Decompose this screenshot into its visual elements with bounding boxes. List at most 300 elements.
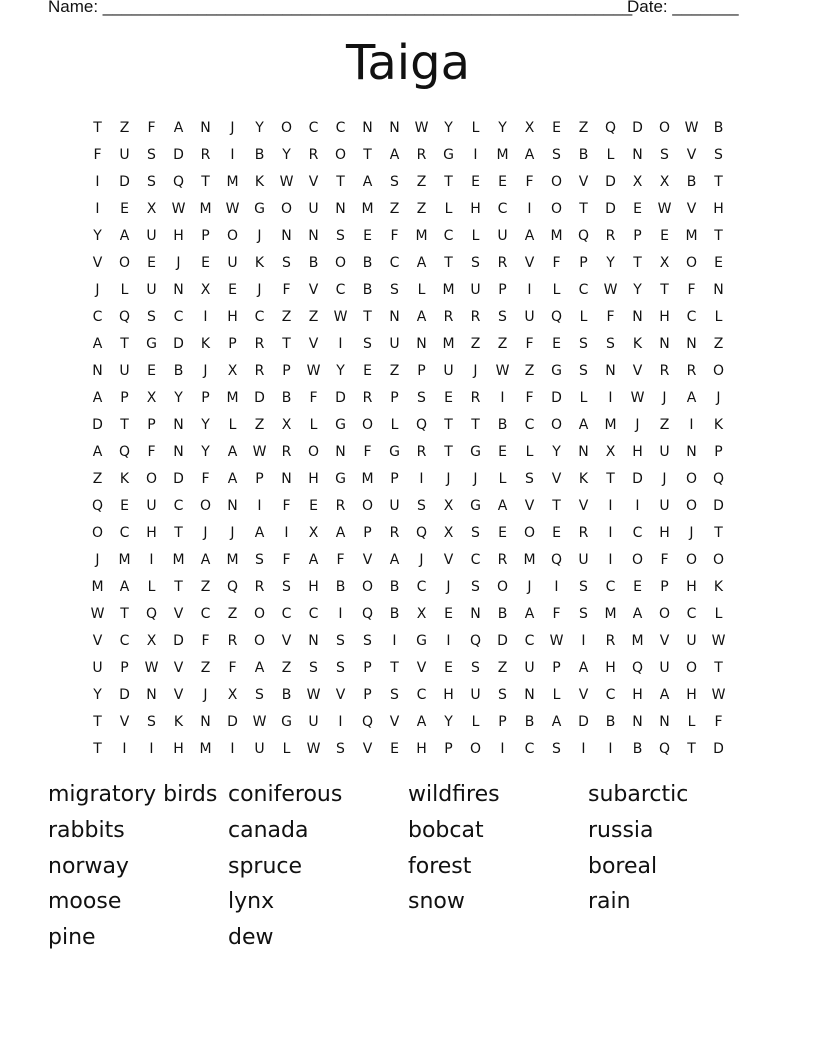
grid-letter: Q: [469, 633, 482, 650]
grid-letter: T: [363, 146, 372, 163]
grid-letter: I: [203, 308, 208, 325]
grid-letter: M: [442, 335, 455, 352]
grid-letter: S: [147, 714, 156, 731]
grid-letter: Y: [201, 416, 210, 433]
grid-letter: H: [173, 227, 184, 244]
grid-letter: A: [92, 335, 103, 352]
grid-letter: I: [608, 741, 613, 758]
grid-letter: G: [416, 633, 427, 650]
grid-letter: R: [281, 443, 292, 460]
grid-letter: E: [552, 119, 561, 136]
grid-letter: I: [446, 633, 451, 650]
grid-letter: J: [527, 579, 532, 596]
grid-letter: X: [443, 497, 454, 514]
name-field-label: Name: ________________________________________________________: [48, 0, 633, 16]
grid-letter: N: [713, 281, 724, 298]
grid-letter: K: [200, 335, 211, 352]
grid-letter: P: [444, 741, 453, 758]
grid-letter: O: [280, 119, 293, 136]
grid-letter: O: [685, 660, 698, 677]
grid-letter: M: [604, 606, 617, 623]
grid-letter: W: [90, 606, 105, 623]
grid-letter: M: [226, 389, 239, 406]
grid-letter: Q: [577, 227, 590, 244]
grid-letter: O: [658, 119, 671, 136]
grid-letter: G: [470, 497, 481, 514]
grid-letter: O: [280, 200, 293, 217]
grid-letter: T: [363, 308, 372, 325]
grid-letter: S: [606, 335, 615, 352]
grid-letter: N: [578, 443, 589, 460]
grid-letter: T: [444, 443, 453, 460]
grid-letter: J: [257, 281, 262, 298]
grid-letter: N: [470, 606, 481, 623]
grid-letter: F: [93, 146, 102, 163]
grid-letter: V: [578, 497, 589, 514]
grid-letter: I: [149, 552, 154, 569]
grid-letter: C: [686, 606, 697, 623]
grid-letter: E: [444, 606, 453, 623]
grid-letter: C: [335, 281, 346, 298]
grid-letter: D: [173, 470, 184, 487]
grid-letter: Q: [658, 741, 671, 758]
grid-letter: B: [632, 741, 643, 758]
grid-letter: R: [416, 146, 427, 163]
grid-letter: N: [335, 443, 346, 460]
grid-letter: R: [254, 579, 265, 596]
grid-letter: P: [120, 389, 129, 406]
grid-letter: A: [308, 552, 319, 569]
grid-letter: I: [95, 173, 100, 190]
grid-letter: C: [254, 308, 265, 325]
grid-letter: W: [414, 119, 429, 136]
word-list-item: snow: [408, 889, 465, 915]
grid-letter: X: [416, 606, 427, 623]
grid-letter: E: [363, 227, 372, 244]
grid-letter: A: [254, 524, 265, 541]
grid-letter: Y: [174, 389, 183, 406]
grid-letter: X: [227, 687, 238, 704]
grid-letter: Z: [497, 660, 508, 677]
grid-letter: F: [606, 308, 615, 325]
grid-letter: Z: [200, 660, 211, 677]
grid-letter: R: [605, 227, 616, 244]
grid-letter: F: [201, 633, 210, 650]
grid-letter: U: [146, 497, 157, 514]
grid-letter: H: [227, 308, 238, 325]
grid-letter: L: [714, 308, 723, 325]
grid-letter: T: [120, 335, 129, 352]
grid-letter: L: [417, 281, 426, 298]
grid-letter: W: [144, 660, 159, 677]
grid-letter: Z: [713, 335, 724, 352]
grid-letter: V: [362, 552, 373, 569]
grid-letter: J: [203, 362, 208, 379]
grid-letter: N: [659, 335, 670, 352]
grid-letter: N: [389, 119, 400, 136]
grid-letter: T: [552, 497, 561, 514]
grid-letter: A: [119, 227, 130, 244]
grid-letter: D: [173, 335, 184, 352]
grid-letter: X: [659, 173, 670, 190]
grid-letter: A: [362, 173, 373, 190]
grid-letter: Z: [659, 416, 670, 433]
grid-letter: A: [92, 443, 103, 460]
word-list-item: boreal: [588, 853, 658, 879]
grid-letter: C: [443, 227, 454, 244]
grid-letter: J: [716, 389, 721, 406]
grid-letter: A: [578, 416, 589, 433]
grid-letter: J: [419, 552, 424, 569]
grid-letter: N: [92, 362, 103, 379]
grid-letter: S: [282, 579, 291, 596]
grid-letter: D: [605, 173, 616, 190]
grid-letter: U: [146, 227, 157, 244]
grid-letter: Z: [416, 200, 427, 217]
grid-letter: Q: [226, 579, 239, 596]
grid-letter: Y: [444, 714, 453, 731]
grid-letter: I: [608, 497, 613, 514]
grid-letter: N: [227, 497, 238, 514]
grid-letter: R: [497, 254, 508, 271]
grid-letter: N: [524, 687, 535, 704]
grid-letter: R: [200, 146, 211, 163]
grid-letter: B: [254, 146, 265, 163]
grid-letter: Y: [201, 443, 210, 460]
grid-letter: T: [444, 254, 453, 271]
grid-letter: A: [92, 389, 103, 406]
grid-letter: V: [686, 200, 697, 217]
grid-letter: N: [335, 200, 346, 217]
grid-letter: X: [632, 173, 643, 190]
word-list-item: rabbits: [48, 817, 125, 843]
grid-letter: W: [306, 362, 321, 379]
grid-letter: D: [92, 416, 103, 433]
grid-letter: V: [173, 606, 184, 623]
grid-letter: I: [500, 741, 505, 758]
grid-letter: M: [523, 552, 536, 569]
grid-letter: F: [363, 443, 372, 460]
grid-letter: S: [579, 362, 588, 379]
grid-letter: V: [632, 362, 643, 379]
grid-letter: C: [605, 687, 616, 704]
grid-letter: H: [470, 200, 481, 217]
grid-letter: B: [362, 281, 373, 298]
grid-letter: T: [93, 741, 102, 758]
grid-letter: L: [444, 200, 453, 217]
grid-letter: Y: [633, 281, 642, 298]
grid-letter: H: [443, 687, 454, 704]
grid-letter: C: [470, 552, 481, 569]
grid-letter: F: [660, 552, 669, 569]
grid-letter: P: [201, 389, 210, 406]
grid-letter: O: [685, 497, 698, 514]
grid-letter: O: [685, 470, 698, 487]
grid-letter: I: [689, 416, 694, 433]
grid-letter: L: [147, 579, 156, 596]
grid-letter: T: [336, 173, 345, 190]
grid-letter: G: [254, 200, 265, 217]
grid-letter: V: [578, 687, 589, 704]
grid-letter: P: [390, 470, 399, 487]
grid-letter: I: [635, 497, 640, 514]
grid-letter: A: [524, 606, 535, 623]
grid-letter: O: [145, 470, 158, 487]
grid-letter: M: [226, 552, 239, 569]
grid-letter: O: [361, 497, 374, 514]
grid-letter: I: [581, 741, 586, 758]
grid-letter: N: [605, 362, 616, 379]
grid-letter: Y: [444, 119, 453, 136]
grid-letter: E: [498, 443, 507, 460]
grid-letter: A: [389, 552, 400, 569]
grid-letter: K: [713, 416, 724, 433]
grid-letter: J: [635, 416, 640, 433]
grid-letter: U: [659, 443, 670, 460]
grid-letter: B: [173, 362, 184, 379]
grid-letter: K: [578, 470, 589, 487]
grid-letter: D: [227, 714, 238, 731]
grid-letter: L: [471, 227, 480, 244]
grid-letter: Q: [118, 308, 131, 325]
grid-letter: U: [119, 146, 130, 163]
grid-letter: B: [713, 119, 724, 136]
grid-letter: G: [551, 362, 562, 379]
grid-letter: O: [334, 254, 347, 271]
grid-letter: T: [120, 416, 129, 433]
grid-letter: O: [307, 443, 320, 460]
grid-letter: I: [527, 281, 532, 298]
grid-letter: O: [550, 173, 563, 190]
grid-letter: J: [203, 687, 208, 704]
grid-letter: Y: [255, 119, 264, 136]
grid-letter: M: [172, 552, 185, 569]
grid-letter: P: [363, 524, 372, 541]
grid-letter: Q: [604, 119, 617, 136]
grid-letter: C: [173, 497, 184, 514]
grid-letter: L: [525, 443, 534, 460]
grid-letter: V: [551, 470, 562, 487]
grid-letter: V: [92, 633, 103, 650]
grid-letter: U: [578, 552, 589, 569]
grid-letter: D: [713, 741, 724, 758]
grid-letter: F: [282, 497, 291, 514]
grid-letter: H: [605, 660, 616, 677]
grid-letter: V: [524, 497, 535, 514]
grid-letter: E: [444, 389, 453, 406]
grid-letter: A: [335, 524, 346, 541]
grid-letter: T: [714, 173, 723, 190]
grid-letter: I: [608, 524, 613, 541]
grid-letter: Z: [416, 173, 427, 190]
grid-letter: P: [633, 227, 642, 244]
grid-letter: H: [173, 741, 184, 758]
grid-letter: W: [684, 119, 699, 136]
grid-letter: F: [714, 714, 723, 731]
grid-letter: A: [254, 660, 265, 677]
grid-letter: R: [470, 389, 481, 406]
grid-letter: I: [149, 741, 154, 758]
grid-letter: T: [714, 524, 723, 541]
grid-letter: C: [578, 281, 589, 298]
grid-letter: C: [524, 741, 535, 758]
grid-letter: C: [173, 308, 184, 325]
grid-letter: S: [147, 173, 156, 190]
grid-letter: A: [389, 146, 400, 163]
grid-letter: V: [524, 254, 535, 271]
grid-letter: Q: [361, 714, 374, 731]
grid-letter: T: [93, 714, 102, 731]
grid-letter: C: [92, 308, 103, 325]
grid-letter: U: [497, 227, 508, 244]
grid-letter: P: [498, 281, 507, 298]
grid-letter: K: [632, 335, 643, 352]
grid-letter: F: [687, 281, 696, 298]
grid-letter: U: [524, 308, 535, 325]
word-list-item: dew: [228, 925, 274, 951]
grid-letter: D: [254, 389, 265, 406]
grid-letter: A: [551, 714, 562, 731]
grid-letter: Z: [281, 660, 292, 677]
grid-letter: N: [281, 470, 292, 487]
grid-letter: E: [120, 497, 129, 514]
grid-letter: B: [281, 687, 292, 704]
date-field-label: Date: _______: [627, 0, 739, 16]
grid-letter: A: [416, 714, 427, 731]
grid-letter: I: [581, 633, 586, 650]
grid-letter: V: [173, 660, 184, 677]
grid-letter: W: [225, 200, 240, 217]
grid-letter: J: [257, 227, 262, 244]
grid-letter: M: [199, 741, 212, 758]
grid-letter: U: [308, 200, 319, 217]
grid-letter: C: [605, 579, 616, 596]
grid-letter: B: [578, 146, 589, 163]
grid-letter: L: [606, 146, 615, 163]
grid-letter: P: [498, 714, 507, 731]
grid-letter: Z: [254, 416, 265, 433]
grid-letter: H: [713, 200, 724, 217]
grid-letter: I: [608, 389, 613, 406]
grid-letter: B: [335, 579, 346, 596]
grid-letter: F: [282, 552, 291, 569]
grid-letter: I: [500, 389, 505, 406]
grid-letter: J: [95, 552, 100, 569]
grid-letter: V: [443, 552, 454, 569]
grid-letter: S: [471, 579, 480, 596]
grid-letter: I: [95, 200, 100, 217]
grid-letter: O: [361, 416, 374, 433]
word-list-item: russia: [588, 817, 654, 843]
grid-letter: C: [416, 687, 427, 704]
word-list-item: bobcat: [408, 817, 484, 843]
grid-letter: N: [632, 714, 643, 731]
grid-letter: N: [173, 281, 184, 298]
grid-letter: S: [363, 335, 372, 352]
grid-letter: S: [147, 308, 156, 325]
grid-letter: F: [390, 227, 399, 244]
grid-letter: C: [308, 606, 319, 623]
grid-letter: L: [471, 119, 480, 136]
grid-letter: G: [389, 443, 400, 460]
grid-letter: S: [309, 660, 318, 677]
grid-letter: B: [497, 416, 508, 433]
word-list-item: forest: [408, 853, 472, 879]
grid-letter: R: [605, 633, 616, 650]
grid-letter: G: [470, 443, 481, 460]
grid-letter: T: [390, 660, 399, 677]
grid-letter: O: [685, 254, 698, 271]
grid-letter: V: [335, 687, 346, 704]
grid-letter: J: [230, 524, 235, 541]
grid-letter: E: [390, 741, 399, 758]
grid-letter: C: [200, 606, 211, 623]
grid-letter: X: [443, 524, 454, 541]
grid-letter: G: [146, 335, 157, 352]
grid-letter: M: [604, 416, 617, 433]
grid-letter: B: [497, 606, 508, 623]
grid-letter: U: [686, 633, 697, 650]
grid-letter: S: [579, 335, 588, 352]
grid-letter: W: [711, 633, 726, 650]
grid-letter: E: [633, 200, 642, 217]
grid-letter: S: [417, 389, 426, 406]
grid-letter: N: [389, 308, 400, 325]
grid-letter: A: [227, 470, 238, 487]
grid-letter: O: [550, 416, 563, 433]
grid-letter: P: [147, 416, 156, 433]
grid-letter: M: [631, 633, 644, 650]
grid-letter: R: [308, 146, 319, 163]
grid-letter: C: [632, 524, 643, 541]
grid-letter: E: [714, 254, 723, 271]
grid-letter: V: [362, 741, 373, 758]
grid-letter: I: [338, 606, 343, 623]
word-list-item: rain: [588, 889, 631, 915]
grid-letter: T: [633, 254, 642, 271]
grid-letter: S: [552, 146, 561, 163]
grid-letter: B: [308, 254, 319, 271]
grid-letter: B: [362, 254, 373, 271]
grid-letter: W: [279, 173, 294, 190]
grid-letter: Z: [389, 200, 400, 217]
grid-letter: X: [146, 389, 157, 406]
word-list-item: norway: [48, 853, 129, 879]
grid-letter: O: [712, 552, 725, 569]
grid-letter: R: [686, 362, 697, 379]
grid-letter: F: [147, 119, 156, 136]
grid-letter: Y: [93, 227, 102, 244]
grid-letter: M: [685, 227, 698, 244]
word-list-item: lynx: [228, 889, 275, 915]
grid-letter: G: [443, 146, 454, 163]
grid-letter: E: [363, 362, 372, 379]
grid-letter: F: [201, 470, 210, 487]
grid-letter: J: [203, 524, 208, 541]
grid-letter: R: [659, 362, 670, 379]
grid-letter: N: [173, 443, 184, 460]
grid-letter: H: [686, 579, 697, 596]
grid-letter: T: [201, 173, 210, 190]
grid-letter: P: [363, 687, 372, 704]
grid-letter: S: [390, 281, 399, 298]
word-list-item: spruce: [228, 853, 303, 879]
grid-letter: E: [120, 200, 129, 217]
grid-letter: T: [174, 524, 183, 541]
grid-letter: T: [444, 173, 453, 190]
grid-letter: V: [308, 281, 319, 298]
grid-letter: V: [119, 714, 130, 731]
